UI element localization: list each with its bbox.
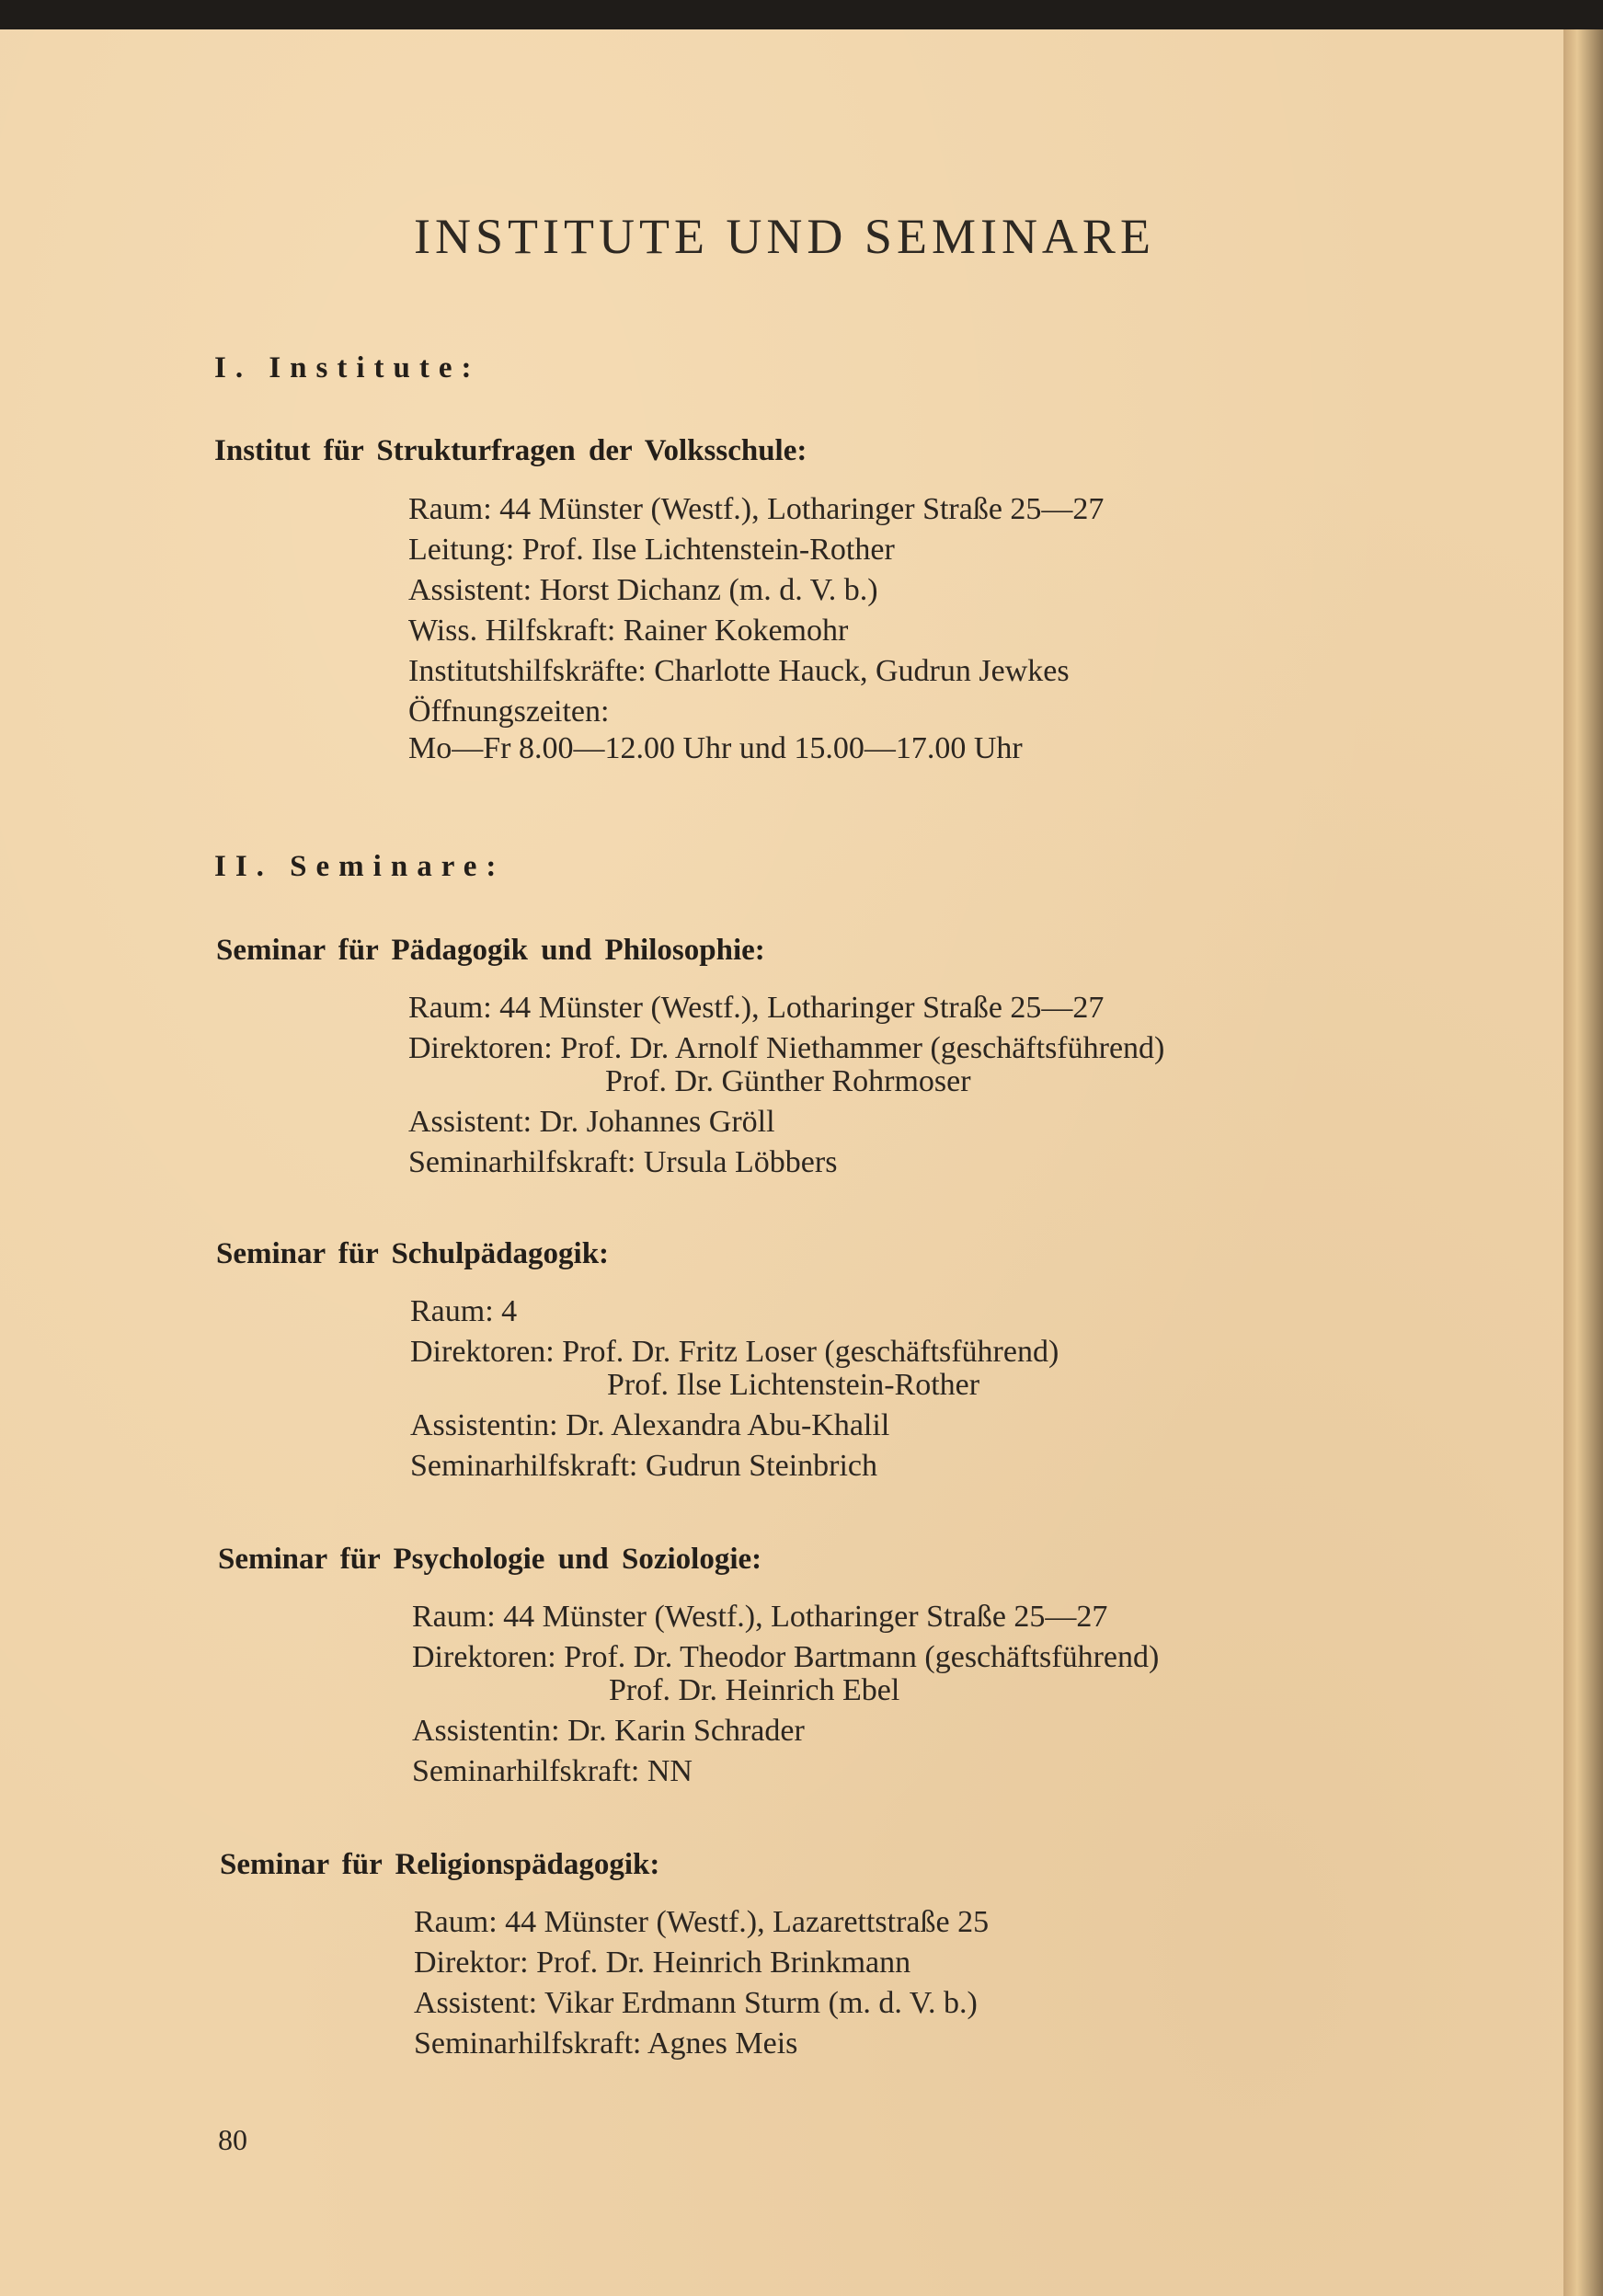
institut-oeffnungszeiten-label: Öffnungszeiten: bbox=[408, 695, 610, 729]
institut-assistent: Assistent: Horst Dichanz (m. d. V. b.) bbox=[408, 573, 878, 607]
page-title: INSTITUTE UND SEMINARE bbox=[414, 209, 1155, 264]
seminar-schulpaedagogik-heading: Seminar für Schulpädagogik: bbox=[216, 1237, 610, 1270]
institut-heading: Institut für Strukturfragen der Volksschule: bbox=[214, 434, 807, 467]
seminar-psychologie-assistentin: Assistentin: Dr. Karin Schrader bbox=[412, 1714, 805, 1748]
seminar-religion-hilfskraft: Seminarhilfskraft: Agnes Meis bbox=[414, 2026, 798, 2061]
seminar-religion-heading: Seminar für Religionspädagogik: bbox=[220, 1848, 660, 1881]
seminar-psychologie-hilfskraft: Seminarhilfskraft: NN bbox=[412, 1754, 693, 1788]
seminar-paedagogik-heading: Seminar für Pädagogik und Philosophie: bbox=[216, 934, 765, 967]
institut-oeffnungszeiten: Mo—Fr 8.00—12.00 Uhr und 15.00—17.00 Uhr bbox=[408, 731, 1023, 765]
seminar-schulpaedagogik-assistentin: Assistentin: Dr. Alexandra Abu-Khalil bbox=[410, 1408, 890, 1442]
document-page bbox=[0, 29, 1563, 2296]
institut-hilfskraefte: Institutshilfskräfte: Charlotte Hauck, Gudrun Jewkes bbox=[408, 654, 1070, 688]
institut-leitung: Leitung: Prof. Ilse Lichtenstein-Rother bbox=[408, 533, 895, 567]
seminar-religion-assistent: Assistent: Vikar Erdmann Sturm (m. d. V. b.) bbox=[414, 1986, 978, 2020]
institut-raum: Raum: 44 Münster (Westf.), Lotharinger Straße 25—27 bbox=[408, 492, 1105, 526]
seminar-schulpaedagogik-hilfskraft: Seminarhilfskraft: Gudrun Steinbrich bbox=[410, 1449, 878, 1483]
seminar-paedagogik-raum: Raum: 44 Münster (Westf.), Lotharinger Straße 25—27 bbox=[408, 991, 1105, 1025]
section-heading-seminare: II. Seminare: bbox=[214, 850, 506, 883]
scan-top-border bbox=[0, 0, 1603, 29]
seminar-psychologie-direktor-2: Prof. Dr. Heinrich Ebel bbox=[609, 1673, 900, 1707]
page-edge-shadow bbox=[1563, 29, 1603, 2296]
seminar-religion-raum: Raum: 44 Münster (Westf.), Lazarettstraße 25 bbox=[414, 1905, 990, 1939]
seminar-schulpaedagogik-raum: Raum: 4 bbox=[410, 1294, 518, 1328]
institut-wiss-hilfskraft: Wiss. Hilfskraft: Rainer Kokemohr bbox=[408, 614, 849, 648]
seminar-psychologie-direktoren: Direktoren: Prof. Dr. Theodor Bartmann (geschäftsführend) bbox=[412, 1640, 1160, 1674]
seminar-schulpaedagogik-direktor-2: Prof. Ilse Lichtenstein-Rother bbox=[607, 1368, 980, 1402]
section-heading-institute: I. Institute: bbox=[214, 351, 481, 385]
page-number: 80 bbox=[218, 2123, 247, 2156]
seminar-paedagogik-direktoren: Direktoren: Prof. Dr. Arnolf Niethammer (geschäftsführend) bbox=[408, 1031, 1165, 1065]
seminar-paedagogik-direktor-2: Prof. Dr. Günther Rohrmoser bbox=[605, 1064, 971, 1098]
seminar-religion-direktor: Direktor: Prof. Dr. Heinrich Brinkmann bbox=[414, 1946, 911, 1980]
seminar-schulpaedagogik-direktoren: Direktoren: Prof. Dr. Fritz Loser (geschäftsführend) bbox=[410, 1335, 1059, 1369]
seminar-psychologie-raum: Raum: 44 Münster (Westf.), Lotharinger Straße 25—27 bbox=[412, 1600, 1108, 1634]
seminar-psychologie-heading: Seminar für Psychologie und Soziologie: bbox=[218, 1543, 762, 1576]
seminar-paedagogik-hilfskraft: Seminarhilfskraft: Ursula Löbbers bbox=[408, 1145, 838, 1179]
seminar-paedagogik-assistent: Assistent: Dr. Johannes Gröll bbox=[408, 1105, 775, 1139]
